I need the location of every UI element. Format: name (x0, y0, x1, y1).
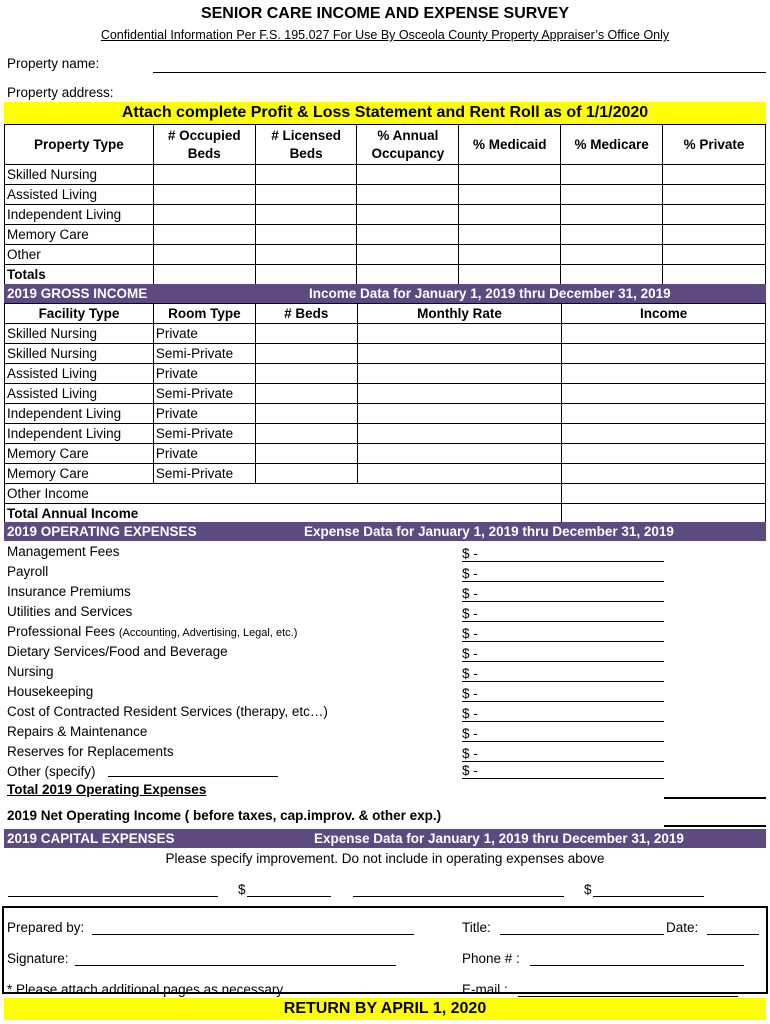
row-label: Totals (5, 265, 154, 285)
signature-label: Signature: (7, 951, 69, 966)
title-label: Title: (462, 920, 491, 935)
gross-income-table (4, 303, 766, 524)
signoff-box (2, 906, 768, 994)
table-row: Assisted Living Private (5, 364, 766, 384)
table-row: Independent Living Semi-Private (5, 424, 766, 444)
expense-label: Other (specify) (7, 764, 96, 779)
prepared-by-label: Prepared by: (7, 920, 85, 935)
total-operating-expenses-field[interactable] (664, 797, 766, 799)
expense-value-field[interactable]: $ - (462, 645, 664, 662)
improvement-field-1[interactable] (8, 896, 218, 897)
row-label: Independent Living (5, 205, 154, 225)
table-row: Memory Care Private (5, 444, 766, 464)
other-specify-field[interactable] (108, 776, 278, 777)
return-by-banner: RETURN BY APRIL 1, 2020 (4, 998, 766, 1020)
col-header-medicaid: % Medicaid (459, 125, 561, 165)
col-header-income: Income (562, 304, 766, 324)
date-field[interactable] (707, 934, 759, 935)
col-header-medicare: % Medicare (561, 125, 663, 165)
col-header-private: % Private (663, 125, 766, 165)
capital-expenses-section-label: 2019 CAPITAL EXPENSES (7, 831, 175, 846)
expense-label: Insurance Premiums (7, 584, 131, 599)
occupancy-table (4, 124, 766, 285)
table-row: Assisted Living Semi-Private (5, 384, 766, 404)
attach-banner: Attach complete Profit & Loss Statement and Rent Roll as of 1/1/2020 (4, 102, 766, 124)
date-label: Date: (666, 920, 699, 935)
expense-note: (Accounting, Advertising, Legal, etc.) (118, 627, 298, 639)
col-header-annual-occupancy: % Annual Occupancy (357, 125, 459, 165)
col-header-beds: # Beds (255, 304, 357, 324)
expense-value-field[interactable]: $ - (462, 725, 664, 742)
table-row: Skilled Nursing Semi-Private (5, 344, 766, 364)
expense-value-field[interactable]: $ - (462, 565, 664, 582)
expense-label: Nursing (7, 664, 54, 679)
expense-label: Professional Fees (Accounting, Advertising, Legal, etc.) (7, 624, 298, 639)
operating-expenses-section-label: 2019 OPERATING EXPENSES (7, 524, 197, 539)
net-operating-income-field[interactable] (664, 825, 766, 827)
gross-income-period: Income Data for January 1, 2019 thru December 31, 2019 (309, 286, 671, 301)
total-income-row: Total Annual Income (5, 504, 766, 524)
expense-value-field[interactable]: $ - (462, 545, 664, 562)
additional-pages-note: * Please attach additional pages as necessary. (7, 982, 286, 997)
operating-expenses-period: Expense Data for January 1, 2019 thru December 31, 2019 (304, 524, 674, 539)
totals-row (5, 265, 766, 285)
property-name-field[interactable] (153, 72, 766, 73)
capital-expenses-bar (4, 829, 766, 848)
property-name-label: Property name: (7, 56, 100, 71)
improvement-amount-2[interactable] (593, 896, 704, 897)
total-operating-expenses-label: Total 2019 Operating Expenses (7, 782, 207, 797)
row-label: Assisted Living (5, 185, 154, 205)
form-title: SENIOR CARE INCOME AND EXPENSE SURVEY (200, 5, 570, 22)
capital-expenses-instruction: Please specify improvement. Do not include in operating expenses above (165, 851, 605, 866)
expense-label: Management Fees (7, 544, 120, 559)
expense-value-field[interactable]: $ - (462, 625, 664, 642)
capital-expenses-period: Expense Data for January 1, 2019 thru December 31, 2019 (314, 831, 684, 846)
table-row (5, 165, 766, 185)
row-label: Skilled Nursing (5, 165, 154, 185)
phone-field[interactable] (530, 965, 744, 966)
net-operating-income-label: 2019 Net Operating Income ( before taxes, cap.improv. & other exp.) (7, 808, 442, 823)
col-header-property-type: Property Type (5, 125, 154, 165)
expense-label: Utilities and Services (7, 604, 133, 619)
form-subtitle: Confidential Information Per F.S. 195.027 For Use By Osceola County Property Appraiser’s Office Only (100, 28, 670, 42)
col-header-facility-type: Facility Type (5, 304, 154, 324)
table-row (5, 205, 766, 225)
expense-value-field[interactable]: $ - (462, 745, 664, 762)
expense-label: Payroll (7, 564, 49, 579)
expense-value-field[interactable]: $ - (462, 585, 664, 602)
table-row (5, 225, 766, 245)
col-header-monthly-rate: Monthly Rate (357, 304, 562, 324)
expense-value-field[interactable]: $ - (462, 685, 664, 702)
expense-label: Repairs & Maintenance (7, 724, 148, 739)
table-row: Memory Care Semi-Private (5, 464, 766, 484)
expense-value-field[interactable]: $ - (462, 705, 664, 722)
other-income-row: Other Income (5, 484, 766, 504)
expense-label: Reserves for Replacements (7, 744, 174, 759)
expense-value-field[interactable]: $ - (462, 762, 664, 779)
property-address-label: Property address: (7, 85, 114, 100)
col-header-room-type: Room Type (153, 304, 255, 324)
table-row (5, 245, 766, 265)
expense-label: Housekeeping (7, 684, 94, 699)
expense-label: Cost of Contracted Resident Services (therapy, etc…) (7, 704, 328, 719)
expense-value-field[interactable]: $ - (462, 665, 664, 682)
gross-income-bar (4, 284, 766, 303)
expense-label: Dietary Services/Food and Beverage (7, 644, 228, 659)
row-label: Other (5, 245, 154, 265)
col-header-licensed-beds: # Licensed Beds (255, 125, 357, 165)
signature-field[interactable] (75, 965, 396, 966)
improvement-field-2[interactable] (353, 896, 564, 897)
expense-value-field[interactable]: $ - (462, 605, 664, 622)
title-field[interactable] (500, 934, 664, 935)
email-label: E-mail : (462, 982, 508, 997)
gross-income-section-label: 2019 GROSS INCOME (7, 286, 148, 301)
email-field[interactable] (518, 996, 738, 997)
row-label: Memory Care (5, 225, 154, 245)
prepared-by-field[interactable] (92, 934, 414, 935)
dollar-sign: $ (238, 882, 246, 897)
dollar-sign: $ (584, 882, 592, 897)
table-row: Independent Living Private (5, 404, 766, 424)
phone-label: Phone # : (462, 951, 520, 966)
col-header-occupied-beds: # Occupied Beds (153, 125, 255, 165)
table-row (5, 185, 766, 205)
improvement-amount-1[interactable] (247, 896, 331, 897)
operating-expenses-bar (4, 522, 766, 541)
table-row: Skilled Nursing Private (5, 324, 766, 344)
